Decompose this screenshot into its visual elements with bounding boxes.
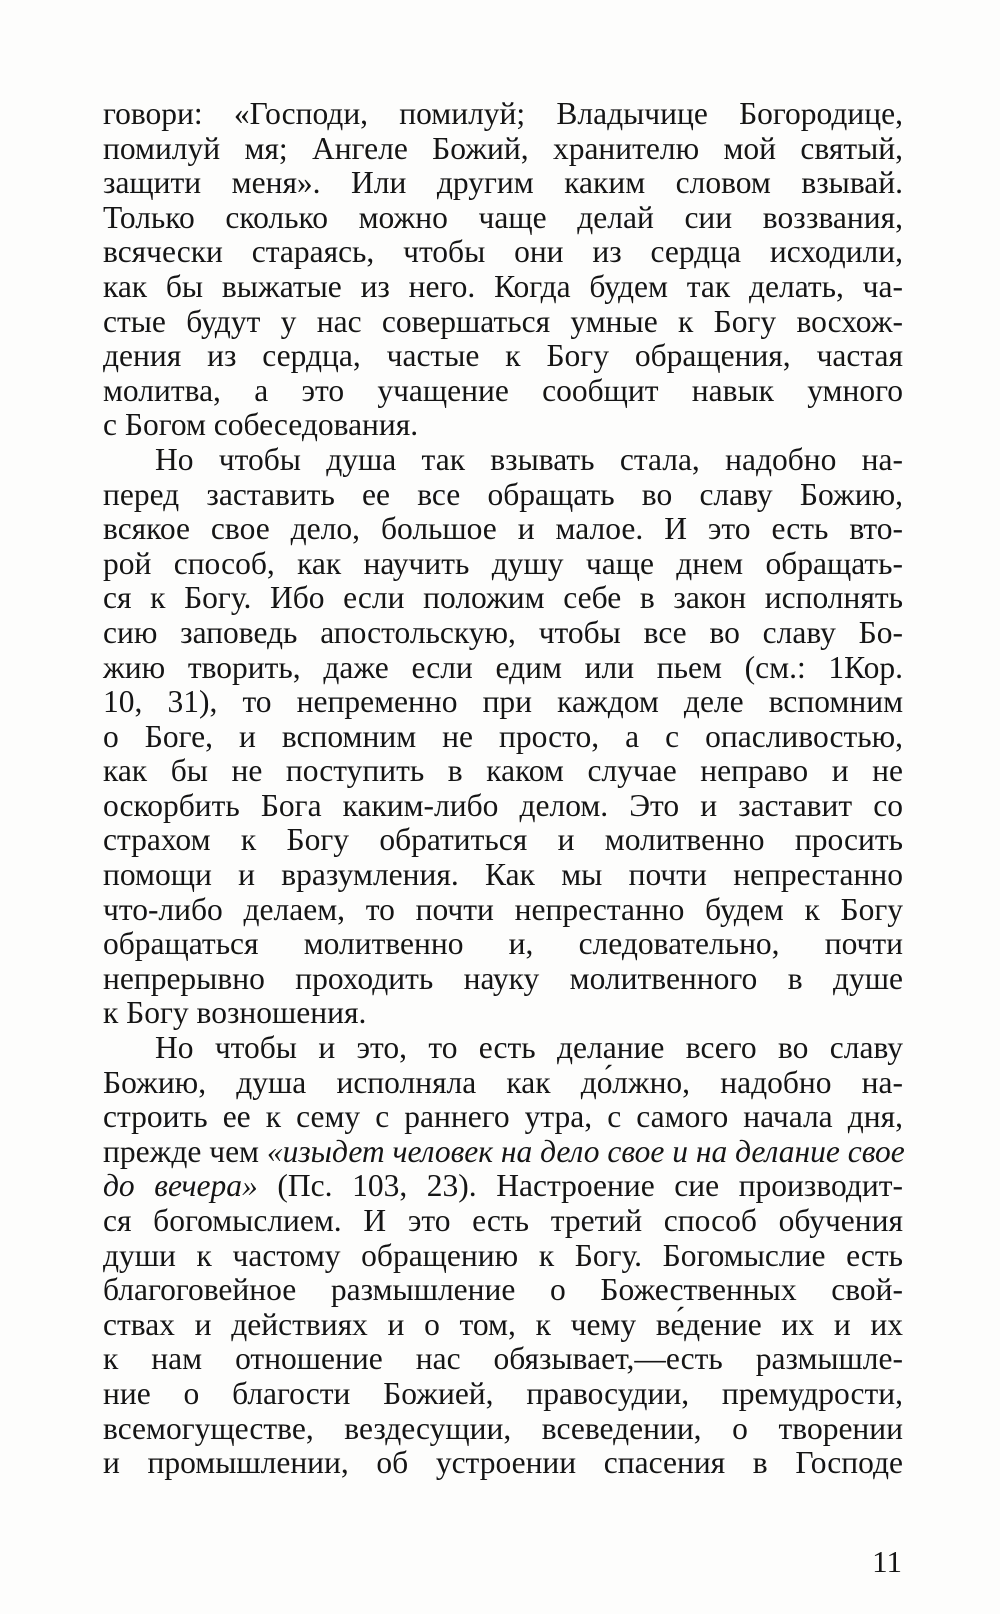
- text-line: с Богом собеседования.: [103, 407, 419, 443]
- text-line: и промышлении, об устроении спасения в Господе: [103, 1445, 903, 1481]
- text-segment: (Пс. 103, 23). Настроение сие производит-: [257, 1168, 903, 1204]
- text-line: всякое свое дело, большое и малое. И это есть вто-: [103, 511, 903, 547]
- text-line: всячески стараясь, чтобы они из сердца исходили,: [103, 234, 903, 270]
- text-line: ние о благости Божией, правосудии, премудрости,: [103, 1375, 903, 1411]
- text-segment: прежде чем: [103, 1133, 267, 1169]
- text-line: к Богу возношения.: [103, 995, 367, 1031]
- text-line: сию заповедь апостольскую, чтобы все во славу Бо-: [103, 614, 903, 650]
- text-line: молитва, а это учащение сообщит навык умного: [103, 372, 903, 408]
- text-line: обращаться молитвенно и, следовательно, почти: [103, 926, 903, 962]
- text-line: рой способ, как научить душу чаще днем обращать-: [103, 545, 903, 581]
- scripture-quote: до вечера»: [103, 1168, 258, 1204]
- paragraph-start-line: Но чтобы душа так взывать стала, надобно на-: [155, 441, 903, 477]
- text-line: помощи и вразумления. Как мы почти непрестанно: [103, 857, 903, 893]
- scripture-quote: «изыдет человек на дело свое и на делание свое: [266, 1133, 905, 1169]
- body-text: [103, 97, 903, 1481]
- text-line: помилуй мя; Ангеле Божий, хранителю мой святый,: [103, 130, 903, 166]
- text-line: страхом к Богу обратиться и молитвенно просить: [103, 822, 903, 858]
- text-line: 10, 31), то непременно при каждом деле вспомним: [103, 684, 903, 720]
- text-line: всемогуществе, вездесущии, всеведении, о творении: [103, 1410, 903, 1446]
- text-line: ся богомыслием. И это есть третий способ обучения: [103, 1203, 903, 1238]
- text-line: как бы выжатые из него. Когда будем так делать, ча-: [103, 268, 903, 304]
- text-line: о Боге, и вспомним не просто, а с опасливостью,: [103, 718, 903, 754]
- text-line: к нам отношение нас обязывает,—есть размышле-: [103, 1341, 903, 1377]
- text-line: Только сколько можно чаще делай сии воззвания,: [103, 199, 903, 235]
- text-line: дения из сердца, частые к Богу обращения, частая: [103, 338, 903, 374]
- text-line: ся к Богу. Ибо если положим себе в закон исполнять: [103, 580, 903, 616]
- text-line: говори: «Господи, помилуй; Владычице Богородице,: [103, 96, 903, 131]
- text-line-with-quote: [103, 1135, 903, 1170]
- text-line: Божию, душа исполняла как до́лжно, надобно на-: [103, 1064, 903, 1100]
- paragraph-start-line: Но чтобы и это, то есть делание всего во славу: [155, 1030, 903, 1066]
- text-line: непрерывно проходить науку молитвенного в душе: [103, 960, 903, 996]
- text-line-with-quote: [103, 1169, 903, 1204]
- text-line: души к частому обращению к Богу. Богомыслие есть: [103, 1237, 903, 1273]
- page-number: 11: [872, 1544, 902, 1579]
- text-line: перед заставить ее все обращать во славу Божию,: [103, 476, 903, 512]
- text-line: как бы не поступить в каком случае неправо и не: [103, 753, 903, 789]
- text-line: стые будут у нас совершаться умные к Богу восхож-: [103, 303, 903, 339]
- text-line: ствах и действиях и о том, к чему ве́дение их и их: [103, 1306, 903, 1342]
- text-line: жию творить, даже если едим или пьем (см.: 1Кор.: [103, 649, 903, 685]
- text-line: что-либо делаем, то почти непрестанно будем к Богу: [103, 891, 903, 927]
- text-line: оскорбить Бога каким-либо делом. Это и заставит со: [103, 787, 903, 823]
- text-line: защити меня». Или другим каким словом взывай.: [103, 165, 903, 201]
- text-line: строить ее к сему с раннего утра, с самого начала дня,: [103, 1099, 903, 1135]
- text-line: благоговейное размышление о Божественных свой-: [103, 1272, 903, 1308]
